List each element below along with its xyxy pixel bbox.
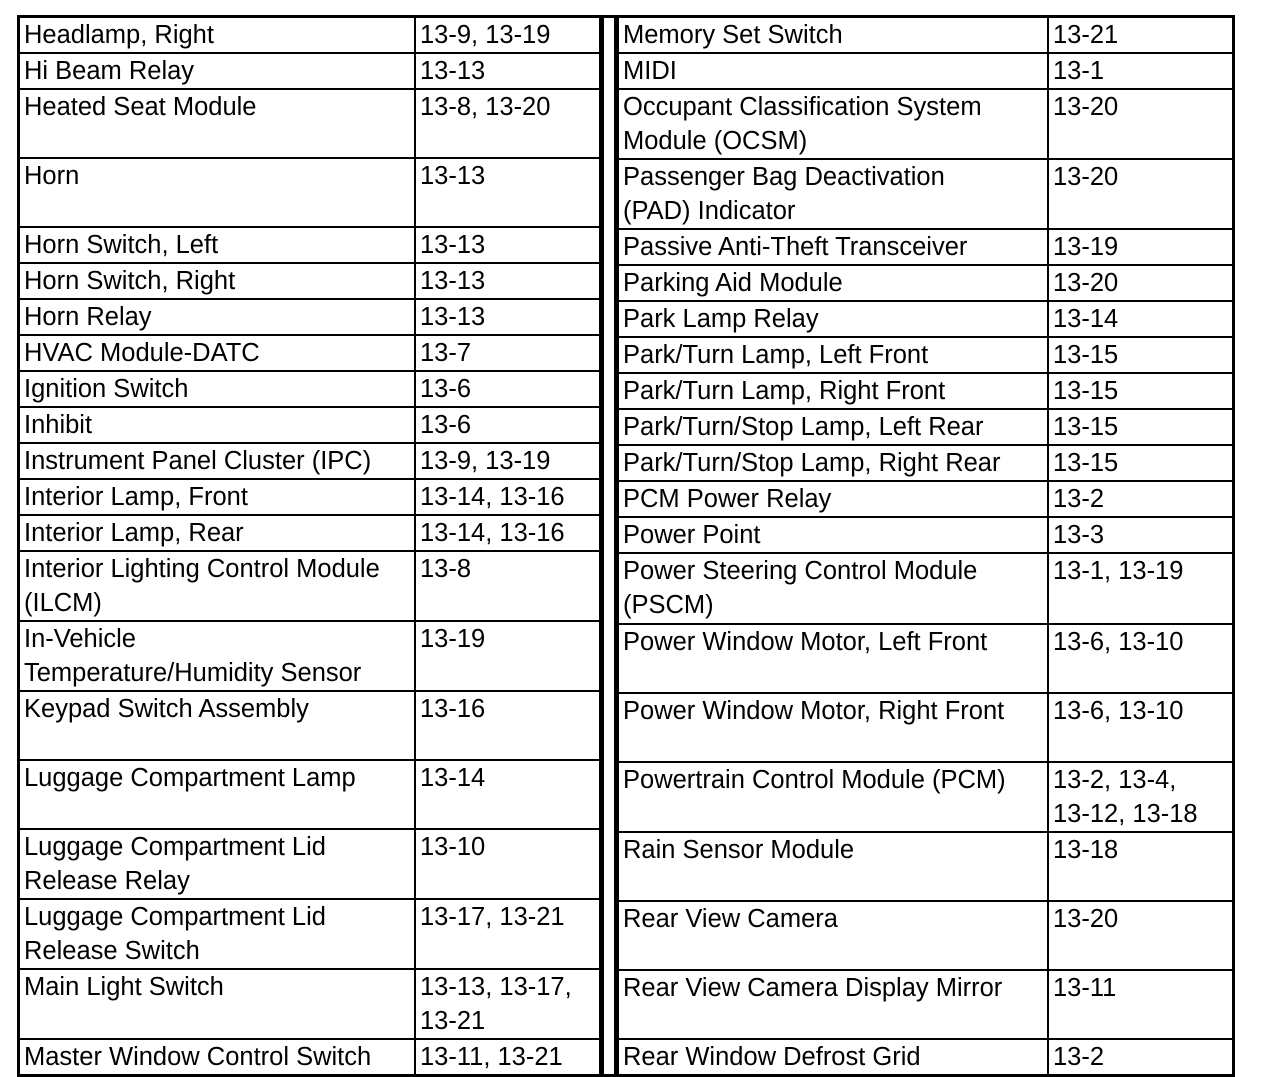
page-reference-cell xyxy=(1048,693,1232,762)
component-name-cell xyxy=(20,89,415,158)
page-reference-cell xyxy=(415,227,600,263)
page-reference: 13-11 xyxy=(1053,973,1117,1002)
page-reference-cell xyxy=(415,158,600,227)
page-reference-cell xyxy=(1048,229,1232,265)
page-reference-cell xyxy=(1048,18,1232,53)
component-name-cell xyxy=(618,301,1048,337)
component-name-cell xyxy=(618,337,1048,373)
page-reference: 13-20 xyxy=(1053,269,1119,298)
index-row xyxy=(20,691,600,760)
page-reference: 13-10 xyxy=(420,833,486,861)
component-name-cell xyxy=(618,693,1048,762)
page-reference: 13-13 xyxy=(420,267,486,295)
component-name: Passive Anti-Theft Transceiver xyxy=(623,233,968,262)
component-name: Master Window Control Switch xyxy=(24,1043,372,1071)
component-name: Luggage Compartment Lid xyxy=(24,903,326,931)
component-name: Horn Switch, Left xyxy=(24,231,219,259)
index-row xyxy=(618,89,1232,159)
index-row xyxy=(20,89,600,158)
index-row xyxy=(618,265,1232,301)
component-name: Power Window Motor, Left Front xyxy=(623,627,988,656)
index-row xyxy=(20,760,600,829)
component-name: Park Lamp Relay xyxy=(623,305,819,334)
index-row xyxy=(618,229,1232,265)
component-name: PCM Power Relay xyxy=(623,485,832,514)
index-row xyxy=(20,299,600,335)
page-reference-cell xyxy=(415,335,600,371)
page-reference: 13-2, 13-4, xyxy=(1053,765,1177,794)
component-name-cell xyxy=(618,89,1048,159)
component-name-cell xyxy=(618,265,1048,301)
component-name-cell xyxy=(20,691,415,760)
page-reference: 13-13 xyxy=(420,231,486,259)
component-name-cell xyxy=(20,1039,415,1074)
page-reference-cell xyxy=(1048,53,1232,89)
index-row xyxy=(618,832,1232,901)
component-name-cell xyxy=(618,1039,1048,1074)
component-name: Horn Switch, Right xyxy=(24,267,236,295)
page-reference-cell xyxy=(415,969,600,1039)
page-reference: 13-15 xyxy=(1053,377,1119,406)
page-reference: 13-16 xyxy=(420,695,486,723)
component-name: (ILCM) xyxy=(24,589,102,617)
page-reference: 13-19 xyxy=(420,625,486,653)
component-name-cell xyxy=(618,517,1048,553)
component-name-cell xyxy=(618,229,1048,265)
component-name-cell xyxy=(618,18,1048,53)
page-reference: 13-13 xyxy=(420,162,486,190)
component-name-cell xyxy=(618,409,1048,445)
component-name-cell xyxy=(618,901,1048,970)
page-reference-cell xyxy=(415,551,600,621)
component-name: Release Switch xyxy=(24,937,200,965)
left-index-body xyxy=(20,18,600,1074)
component-name-cell xyxy=(618,481,1048,517)
page-reference-cell xyxy=(415,443,600,479)
page-reference: 13-8, 13-20 xyxy=(420,93,551,121)
page-reference-cell xyxy=(1048,409,1232,445)
component-name: Rear Window Defrost Grid xyxy=(623,1042,921,1071)
page-reference: 13-9, 13-19 xyxy=(420,447,551,475)
page-reference-cell xyxy=(415,407,600,443)
component-name-cell xyxy=(20,760,415,829)
index-row xyxy=(20,1039,600,1074)
page-reference: 13-21 xyxy=(1053,21,1119,49)
page-reference: 13-13, 13-17, xyxy=(420,973,572,1001)
component-name-cell xyxy=(20,53,415,89)
index-row xyxy=(20,479,600,515)
index-row xyxy=(618,337,1232,373)
index-row xyxy=(20,263,600,299)
component-name: (PSCM) xyxy=(623,591,714,620)
component-name: Interior Lamp, Front xyxy=(24,483,248,511)
index-row xyxy=(20,335,600,371)
index-row xyxy=(618,693,1232,762)
component-name: Rear View Camera Display Mirror xyxy=(623,973,1003,1002)
component-name-cell xyxy=(20,299,415,335)
page-reference: 13-21 xyxy=(420,1007,486,1035)
page-reference: 13-6, 13-10 xyxy=(1053,627,1184,656)
index-row xyxy=(20,158,600,227)
page-reference-cell xyxy=(1048,89,1232,159)
index-row xyxy=(618,762,1232,832)
component-name: Temperature/Humidity Sensor xyxy=(24,659,362,687)
index-row xyxy=(20,829,600,899)
page-reference: 13-17, 13-21 xyxy=(420,903,565,931)
page-reference: 13-14 xyxy=(420,764,486,792)
component-name: Park/Turn Lamp, Left Front xyxy=(623,341,929,370)
component-name: Keypad Switch Assembly xyxy=(24,695,309,723)
index-row xyxy=(618,409,1232,445)
component-name-cell xyxy=(20,18,415,53)
component-name-cell xyxy=(618,832,1048,901)
page-reference: 13-12, 13-18 xyxy=(1053,799,1198,828)
component-name: Passenger Bag Deactivation xyxy=(623,163,945,192)
index-row xyxy=(20,443,600,479)
page-reference: 13-9, 13-19 xyxy=(420,21,551,49)
page-reference-cell xyxy=(1048,901,1232,970)
component-name: Interior Lighting Control Module xyxy=(24,555,380,583)
component-name-cell xyxy=(20,335,415,371)
page-reference: 13-15 xyxy=(1053,341,1119,370)
component-name-cell xyxy=(618,373,1048,409)
index-row xyxy=(618,18,1232,53)
page-reference-cell xyxy=(415,53,600,89)
component-name: Powertrain Control Module (PCM) xyxy=(623,765,1006,794)
component-name: Interior Lamp, Rear xyxy=(24,519,244,547)
index-row xyxy=(20,515,600,551)
component-name: Luggage Compartment Lamp xyxy=(24,764,356,792)
component-name-cell xyxy=(20,263,415,299)
component-name-cell xyxy=(20,479,415,515)
component-name-cell xyxy=(20,371,415,407)
component-name: Rear View Camera xyxy=(623,904,838,933)
component-name-cell xyxy=(20,551,415,621)
component-name-cell xyxy=(20,621,415,691)
index-row xyxy=(618,53,1232,89)
index-row xyxy=(20,227,600,263)
index-row xyxy=(618,1039,1232,1074)
component-name: Memory Set Switch xyxy=(623,21,843,49)
page-reference-cell xyxy=(415,899,600,969)
page-reference-cell xyxy=(415,299,600,335)
index-sheet xyxy=(17,15,1235,1077)
page-reference-cell xyxy=(1048,762,1232,832)
page-reference: 13-6 xyxy=(420,411,472,439)
page-reference: 13-2 xyxy=(1053,485,1105,514)
component-name: (PAD) Indicator xyxy=(623,197,796,226)
component-name: Main Light Switch xyxy=(24,973,224,1001)
component-name: Ignition Switch xyxy=(24,375,189,403)
component-name-cell xyxy=(618,762,1048,832)
page-reference-cell xyxy=(415,479,600,515)
component-name: Headlamp, Right xyxy=(24,21,214,49)
component-name: Park/Turn Lamp, Right Front xyxy=(623,377,946,406)
component-name: Park/Turn/Stop Lamp, Left Rear xyxy=(623,413,984,442)
page-reference: 13-15 xyxy=(1053,413,1119,442)
page-reference: 13-15 xyxy=(1053,449,1119,478)
component-name-cell xyxy=(20,158,415,227)
page-reference-cell xyxy=(1048,553,1232,623)
component-name: Release Relay xyxy=(24,867,190,895)
component-name: Occupant Classification System xyxy=(623,93,982,122)
right-index-table xyxy=(617,18,1232,1074)
index-row xyxy=(20,53,600,89)
component-name: Luggage Compartment Lid xyxy=(24,833,326,861)
component-name: Parking Aid Module xyxy=(623,269,843,298)
index-row xyxy=(20,969,600,1039)
component-name-cell xyxy=(20,443,415,479)
page-reference: 13-1 xyxy=(1053,57,1105,86)
page-reference-cell xyxy=(415,89,600,158)
page-reference: 13-7 xyxy=(420,339,472,367)
page-reference: 13-18 xyxy=(1053,835,1119,864)
page-reference-cell xyxy=(415,829,600,899)
page-reference-cell xyxy=(1048,832,1232,901)
left-index-table xyxy=(20,18,601,1074)
page-reference-cell xyxy=(1048,337,1232,373)
page-reference-cell xyxy=(415,515,600,551)
index-row xyxy=(618,901,1232,970)
page-reference: 13-14 xyxy=(1053,305,1119,334)
component-name: HVAC Module-DATC xyxy=(24,339,260,367)
component-name: Power Steering Control Module xyxy=(623,557,978,586)
page-reference-cell xyxy=(1048,265,1232,301)
index-row xyxy=(20,18,600,53)
component-name: Horn Relay xyxy=(24,303,152,331)
component-name: Hi Beam Relay xyxy=(24,57,195,85)
component-name-cell xyxy=(20,829,415,899)
index-row xyxy=(618,517,1232,553)
page-reference-cell xyxy=(415,263,600,299)
index-row xyxy=(618,970,1232,1039)
component-name-cell xyxy=(618,159,1048,229)
index-row xyxy=(618,373,1232,409)
page-reference: 13-20 xyxy=(1053,93,1119,122)
index-row xyxy=(618,481,1232,517)
page-reference: 13-11, 13-21 xyxy=(420,1043,563,1071)
component-name-cell xyxy=(618,445,1048,481)
page-reference-cell xyxy=(1048,373,1232,409)
page-reference-cell xyxy=(415,1039,600,1074)
page-reference: 13-3 xyxy=(1053,521,1105,550)
page-reference-cell xyxy=(415,691,600,760)
component-name-cell xyxy=(20,515,415,551)
index-row xyxy=(20,899,600,969)
page-reference-cell xyxy=(415,371,600,407)
page-reference: 13-6 xyxy=(420,375,472,403)
component-name-cell xyxy=(20,969,415,1039)
index-row xyxy=(20,621,600,691)
page-reference-cell xyxy=(1048,159,1232,229)
index-row xyxy=(618,301,1232,337)
page-reference: 13-13 xyxy=(420,303,486,331)
page-reference: 13-14, 13-16 xyxy=(420,483,565,511)
component-name: Module (OCSM) xyxy=(623,127,808,156)
component-name-cell xyxy=(618,553,1048,623)
right-index-body xyxy=(618,18,1232,1074)
index-row xyxy=(20,371,600,407)
page-reference: 13-1, 13-19 xyxy=(1053,557,1184,586)
component-name-cell xyxy=(618,624,1048,693)
component-name-cell xyxy=(618,53,1048,89)
page-reference-cell xyxy=(1048,481,1232,517)
component-name-cell xyxy=(20,227,415,263)
index-row xyxy=(618,445,1232,481)
index-row xyxy=(20,407,600,443)
page-reference-cell xyxy=(415,18,600,53)
page-reference: 13-20 xyxy=(1053,163,1119,192)
page-reference-cell xyxy=(1048,970,1232,1039)
column-divider xyxy=(601,18,617,1074)
page-reference-cell xyxy=(415,760,600,829)
page-reference-cell xyxy=(1048,1039,1232,1074)
component-name: Rain Sensor Module xyxy=(623,835,855,864)
page-reference-cell xyxy=(1048,624,1232,693)
component-name-cell xyxy=(618,970,1048,1039)
component-name-cell xyxy=(20,407,415,443)
component-name: Instrument Panel Cluster (IPC) xyxy=(24,447,372,475)
page-reference: 13-6, 13-10 xyxy=(1053,696,1184,725)
component-name: In-Vehicle xyxy=(24,625,136,653)
page-reference: 13-20 xyxy=(1053,904,1119,933)
index-row xyxy=(20,551,600,621)
page-reference-cell xyxy=(1048,517,1232,553)
page-reference: 13-2 xyxy=(1053,1042,1105,1071)
index-row xyxy=(618,159,1232,229)
page-reference: 13-19 xyxy=(1053,233,1119,262)
component-name: Power Point xyxy=(623,521,761,550)
component-name: Park/Turn/Stop Lamp, Right Rear xyxy=(623,449,1001,478)
component-name: MIDI xyxy=(623,57,677,86)
index-row xyxy=(618,553,1232,623)
page-reference: 13-13 xyxy=(420,57,486,85)
component-name: Heated Seat Module xyxy=(24,93,257,121)
index-row xyxy=(618,624,1232,693)
component-name-cell xyxy=(20,899,415,969)
component-name: Horn xyxy=(24,162,80,190)
page-reference: 13-8 xyxy=(420,555,472,583)
component-name: Inhibit xyxy=(24,411,93,439)
page-reference: 13-14, 13-16 xyxy=(420,519,565,547)
page-reference-cell xyxy=(1048,301,1232,337)
page-reference-cell xyxy=(415,621,600,691)
component-name: Power Window Motor, Right Front xyxy=(623,696,1005,725)
page-reference-cell xyxy=(1048,445,1232,481)
